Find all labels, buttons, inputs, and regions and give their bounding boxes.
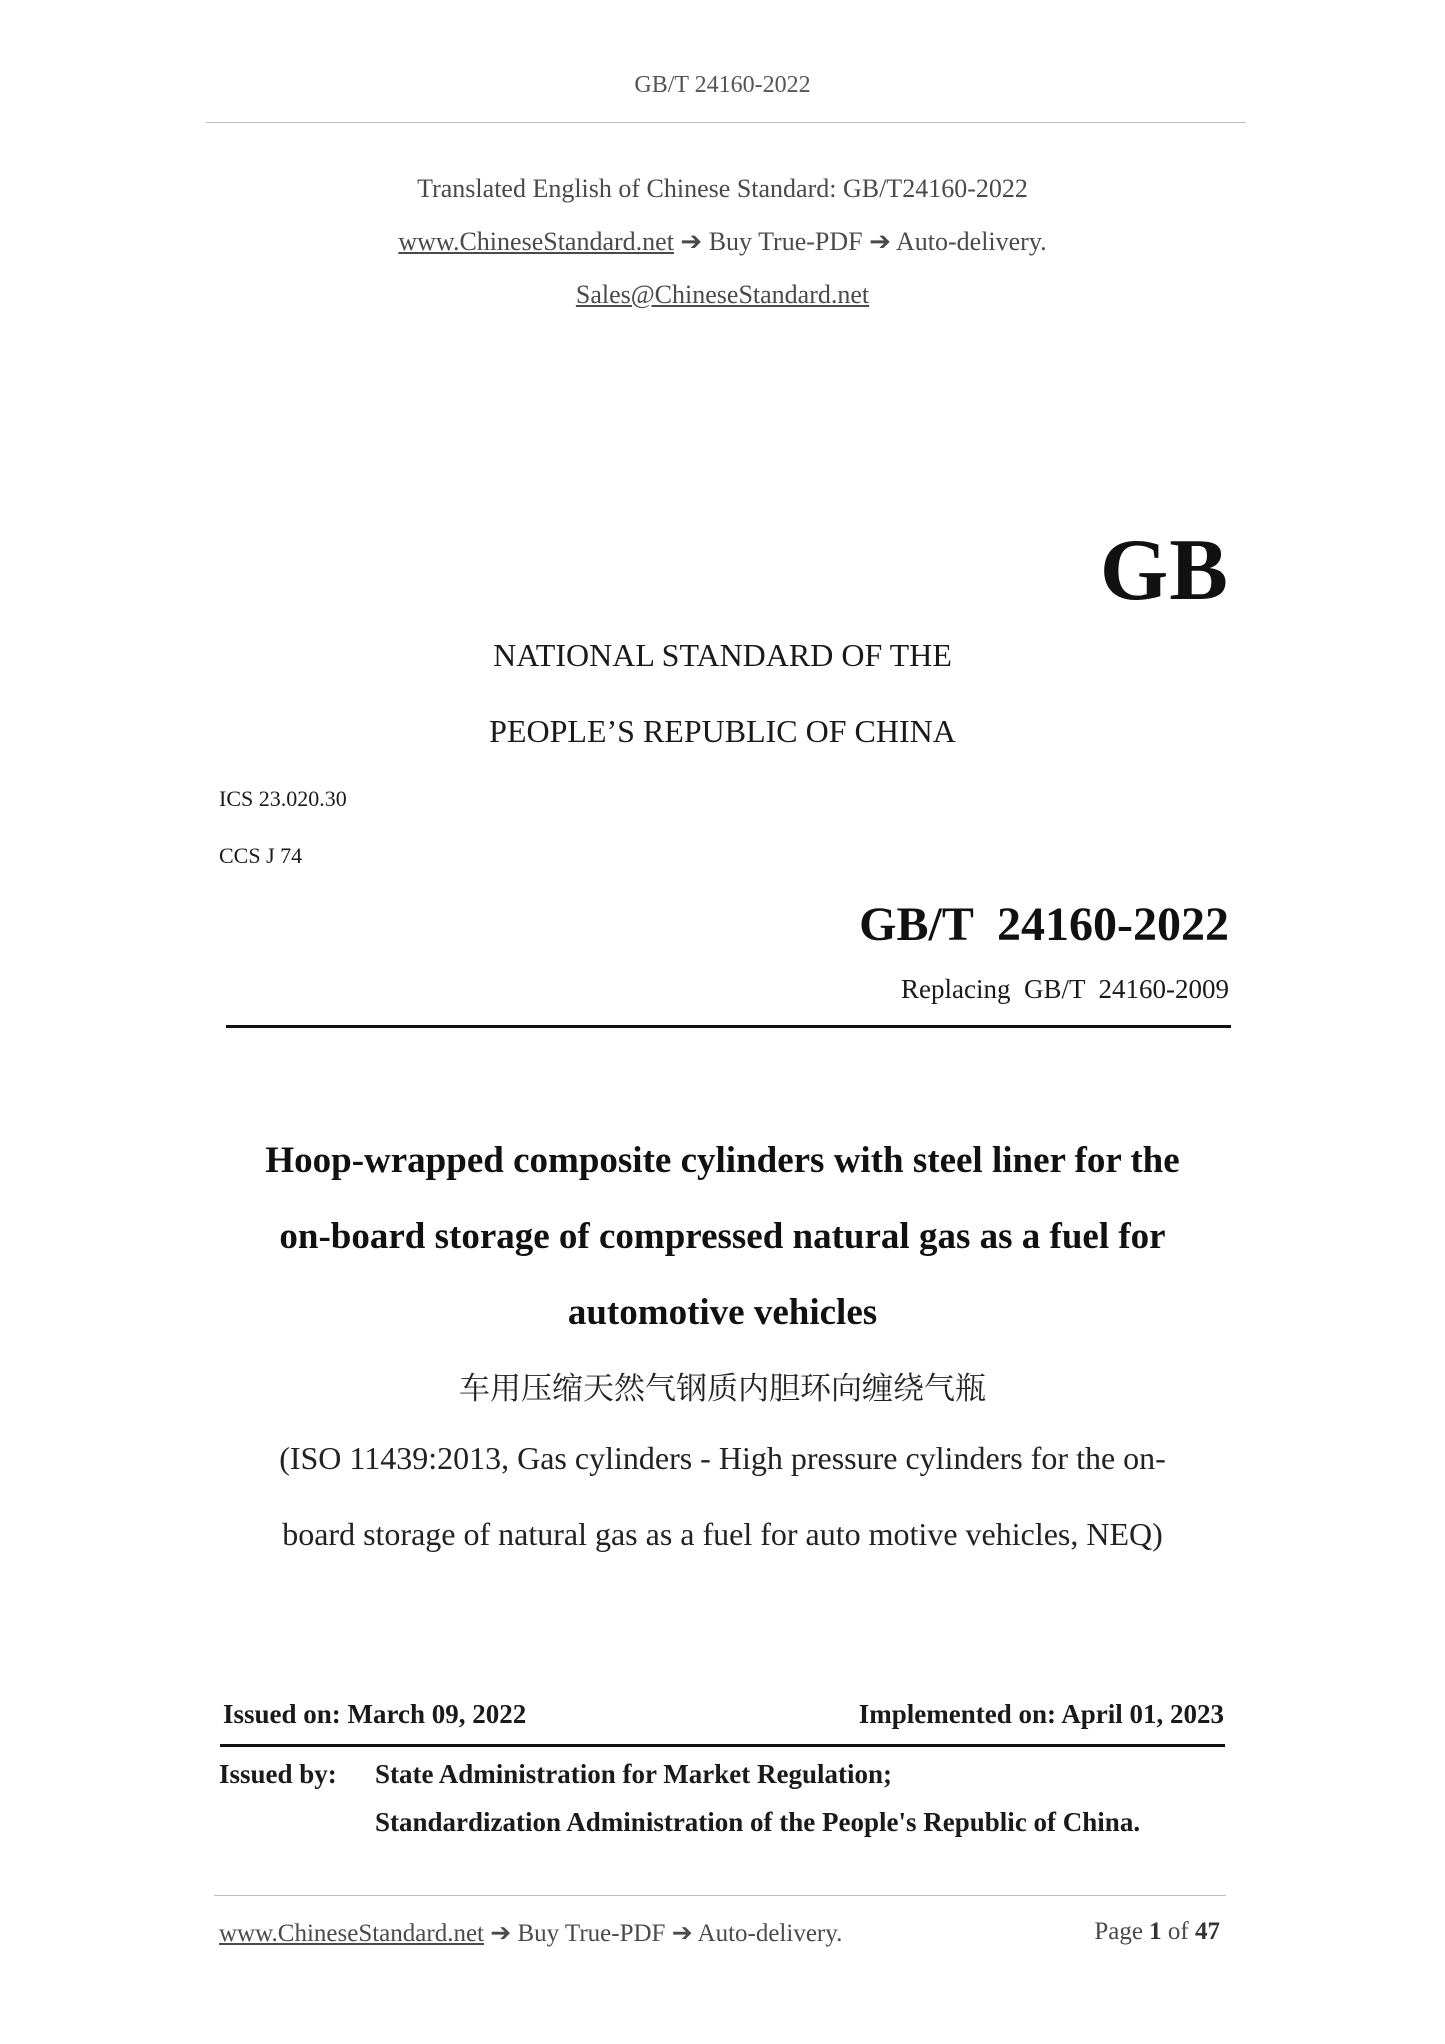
- footer-divider: [214, 1895, 1226, 1896]
- standard-number: GB/T 24160-2022: [859, 898, 1229, 951]
- page-counter: [1094, 1918, 1220, 1946]
- page-of: of: [1167, 1918, 1189, 1945]
- title-divider: [226, 1025, 1231, 1028]
- footer-promo: [219, 1918, 842, 1948]
- footer-delivery-text: Auto-delivery.: [697, 1920, 843, 1947]
- iso-reference-line-2: board storage of natural gas as a fuel for auto motive vehicles, NEQ): [282, 1516, 1163, 1552]
- buy-true-pdf-text: Buy True-PDF: [708, 227, 863, 256]
- page-label: Page: [1094, 1918, 1143, 1945]
- promo-line: [0, 227, 1445, 257]
- footer-buy-text: Buy True-PDF: [517, 1920, 666, 1947]
- gb-logo: GB: [1099, 522, 1229, 619]
- arrow-icon: ➔: [680, 227, 703, 256]
- national-standard-line-1: NATIONAL STANDARD OF THE: [493, 637, 952, 673]
- english-title-line-3: automotive vehicles: [567, 1292, 878, 1333]
- issued-by-label: Issued by:: [219, 1759, 337, 1789]
- auto-delivery-text: Auto-delivery.: [896, 227, 1047, 256]
- page-current: 1: [1149, 1918, 1162, 1945]
- sales-email-link[interactable]: Sales@ChineseStandard.net: [575, 280, 870, 309]
- issuer-sac: Standardization Administration of the People's Republic of China.: [375, 1807, 1141, 1837]
- arrow-icon: ➔: [869, 227, 891, 256]
- running-header: GB/T 24160-2022: [634, 72, 811, 98]
- ics-code: ICS 23.020.30: [219, 786, 347, 811]
- translation-note: Translated English of Chinese Standard: GB/T24160-2022: [417, 174, 1028, 203]
- national-standard-line-2: PEOPLE’S REPUBLIC OF CHINA: [489, 713, 956, 749]
- ccs-code: CCS J 74: [219, 843, 303, 868]
- site-link[interactable]: www.ChineseStandard.net: [398, 227, 674, 256]
- arrow-icon: ➔: [671, 1920, 693, 1947]
- dates-divider: [220, 1744, 1225, 1747]
- english-title: [0, 1123, 1445, 1351]
- english-title-line-2: on-board storage of compressed natural gas as a fuel for: [279, 1216, 1166, 1257]
- issuer-samr: State Administration for Market Regulation;: [375, 1759, 892, 1789]
- footer-site-link[interactable]: www.ChineseStandard.net: [219, 1920, 484, 1947]
- iso-reference-line-1: (ISO 11439:2013, Gas cylinders - High pressure cylinders for the on-: [279, 1440, 1166, 1476]
- english-title-line-1: Hoop-wrapped composite cylinders with steel liner for the: [265, 1140, 1180, 1181]
- page-total: 47: [1195, 1918, 1220, 1945]
- header-divider: [206, 122, 1246, 123]
- issued-on-date: Issued on: March 09, 2022: [223, 1699, 527, 1729]
- arrow-icon: ➔: [490, 1920, 512, 1947]
- iso-reference: [0, 1420, 1445, 1572]
- implemented-on-date: Implemented on: April 01, 2023: [858, 1699, 1224, 1729]
- sales-email-line: [0, 280, 1445, 310]
- chinese-title: 车用压缩天然气钢质内胆环向缠绕气瓶: [459, 1371, 986, 1407]
- replacing-standard: Replacing GB/T 24160-2009: [901, 974, 1229, 1004]
